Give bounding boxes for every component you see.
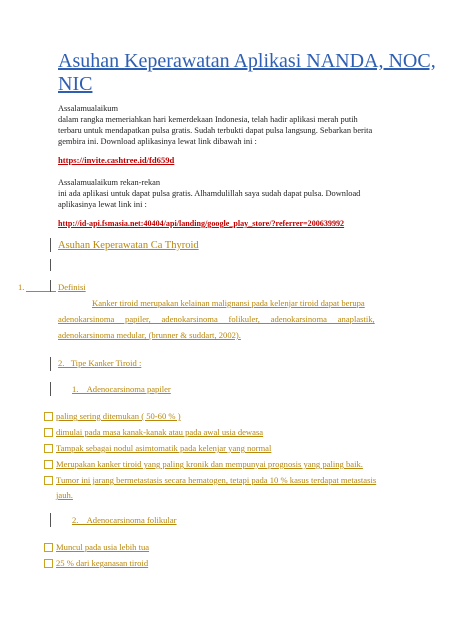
definition-line-2: adenokarsinoma papiler, adenokarsinoma folikuler, adenokarsinoma anaplastik, — [58, 314, 375, 324]
para2-line2: aplikasinya lewat link ini : — [58, 200, 147, 209]
invite-link[interactable]: https://invite.cashtree.id/fd659d — [58, 155, 175, 165]
list-item: paling sering ditemukan ( 50-60 % ) — [56, 411, 181, 421]
bullet-square-icon — [44, 444, 53, 453]
section-2-heading: 2. Tipe Kanker Tiroid : — [58, 358, 142, 368]
margin-bar — [50, 513, 51, 527]
list-item: Tampak sebagai nodul asimtomatik pada kelenjar yang normal — [56, 443, 272, 453]
para2-line1: ini ada aplikasi untuk dapat pulsa gratis. Alhamdulillah saya sudah dapat pulsa. Download — [58, 189, 361, 198]
para1-line2: terbaru untuk mendapatkan pulsa gratis. Sudah terbukti dapat pulsa langsung. Sebarkan berita — [58, 126, 373, 135]
para1-line1: dalam rangka memeriahkan hari kemerdekaan Indonesia, telah hadir aplikasi merah putih — [58, 115, 358, 124]
list-item: Muncul pada usia lebih tua — [56, 542, 150, 552]
list-item: dimulai pada masa kanak-kanak atau pada awal usia dewasa — [56, 427, 264, 437]
section-label-definisi: Definisi — [58, 282, 86, 292]
subtitle: Asuhan Keperawatan Ca Thyroid — [58, 240, 199, 251]
bullet-square-icon — [44, 543, 53, 552]
subtype-2-heading: 2. Adenocarsinoma folikular — [72, 515, 177, 525]
margin-bar — [50, 280, 51, 292]
list-item-continuation: jauh. — [56, 490, 73, 500]
number-underline — [26, 291, 56, 292]
document-title: Asuhan Keperawatan Aplikasi NANDA, NOC, NIC — [58, 50, 436, 95]
list-item: Tumor ini jarang bermetastasis secara hematogen, tetapi pada 10 % kasus terdapat metastasis — [56, 475, 377, 485]
playstore-link[interactable]: http://id-api.fsmasia.net:40404/api/landing/google_play_store/?referrer=200639992 — [58, 219, 345, 228]
definition-line-1: Kanker tiroid merupakan kelainan malignansi pada kelenjar tiroid dapat berupa — [92, 298, 365, 308]
margin-bar — [50, 357, 51, 371]
margin-bar — [50, 238, 51, 252]
section-number-1: 1. — [18, 282, 25, 292]
bullet-square-icon — [44, 559, 53, 568]
subtype-1-heading: 1. Adenocarsinoma papiler — [72, 384, 171, 394]
bullet-square-icon — [44, 460, 53, 469]
definition-line-3: adenokarsinoma medular, (brunner & suddart, 2002). — [58, 330, 241, 340]
bullet-square-icon — [44, 428, 53, 437]
bullet-square-icon — [44, 476, 53, 485]
para1-line3: gembira ini. Download aplikasinya lewat link dibawah ini : — [58, 137, 257, 146]
bullet-square-icon — [44, 412, 53, 421]
greeting-1: Assalamualaikum — [58, 104, 119, 113]
margin-bar — [50, 259, 51, 271]
list-item: Merupakan kanker tiroid yang paling kronik dan mempunyai prognosis yang paling baik. — [56, 459, 363, 469]
list-item: 25 % dari keganasan tiroid — [56, 558, 149, 568]
margin-bar — [50, 382, 51, 396]
greeting-2: Assalamualaikum rekan-rekan — [58, 178, 161, 187]
